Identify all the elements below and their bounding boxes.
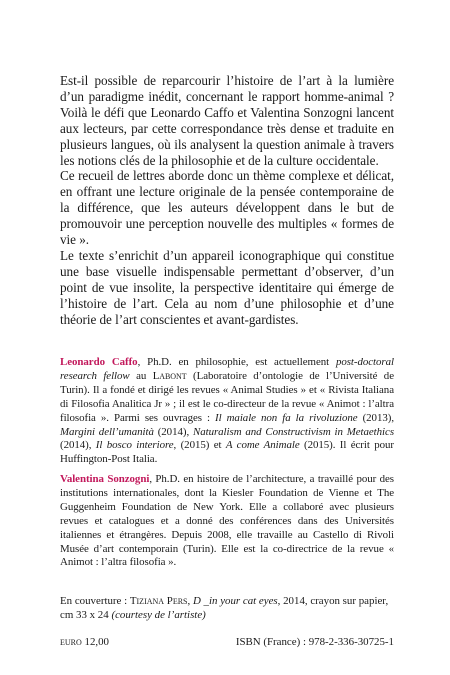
author-bio-paragraph <box>60 356 394 467</box>
author-bio-sonzogni <box>60 473 394 570</box>
bio-text: , Ph.D. en philosophie, est actuellement <box>137 356 336 368</box>
summary-paragraph-1: Est-il possible de reparcourir l’histoire de l’art à la lumière d’un paradigme inédit, concernant le rapport homme-animal ? Voilà le défi que Leonardo Caffo et Valentina Sonzogni lancent aux lecteurs, par cette correspondance très dense et traduite en plusieurs langues, où ils analysent la question animale à travers les notions clés de la philosophie et de la culture occidentale. <box>60 73 394 168</box>
bio-text: , (2015) et <box>173 439 226 452</box>
bio-text: au <box>129 369 153 382</box>
author-name: Leonardo Caffo <box>60 356 138 368</box>
author-name: Valentina Sonzogni <box>60 473 150 485</box>
credit-courtesy: (courtesy de l’artiste) <box>111 608 206 621</box>
isbn: ISBN (France) : 978-2-336-30725-1 <box>235 636 394 648</box>
bio-italic: post-doctoral research fellow <box>60 356 394 382</box>
credit-artwork-title: D _in your cat eyes <box>192 595 278 607</box>
summary-paragraph-2: Ce recueil de lettres aborde donc un thème complexe et délicat, en offrant une lecture originale de la pensée contemporaine de la différence, que les auteurs développent dans le but de promouvoir une perception nouvelle des multiples « formes de vie ». <box>60 168 394 248</box>
credit-artist: Tiziana Pers <box>129 595 188 607</box>
lab-acronym: Labont <box>152 369 187 382</box>
bio-text: (Laboratoire d’ontologie de l’Université de Turin). Il a fondé et dirigé les revues « Animal Studies » et « Rivista Italiana di Filosofia Analitica Jr » ; il est le co-directeur de la revue « Animot : l’altra filosofia ». Parmi ses ouvrages : <box>60 369 394 424</box>
summary-paragraph-3: Le texte s’enrichit d’un appareil iconographique qui constitue une base visuelle indispensable permettant d’observer, d’un point de vue insolite, la perspective identitaire qui émerge de l’histoire de l’art. Cela au nom d’une philosophie et d’une théorie de l’art conscientes et avant-gardistes. <box>60 247 394 327</box>
book-title: Margini dell’umanità <box>60 425 154 438</box>
credit-prefix: En couverture : <box>60 595 130 607</box>
bio-text: (2013), <box>357 411 394 424</box>
bio-text: , Ph.D. en histoire de l’architecture, a travaillé pour des institutions internationales, dont la Kiesler Foundation de Vienne et The Guggenheim Foundation de New York. Elle a collaboré avec plusieurs revues et catalogues et a donné des conférences dans des Universités italiennes et étrangères. Depuis 2008, elle travaille au Castello di Rivoli Musée d’art contemporain (Turin). Elle est la co-directrice de la revue « Animot : l’altra filosofia ». <box>60 473 394 569</box>
bio-text: (2014), <box>60 439 96 452</box>
book-title: A come Animale <box>225 439 300 452</box>
summary-text <box>60 73 394 328</box>
price: euro 12,00 <box>60 636 110 648</box>
credit-separator: , <box>187 595 193 607</box>
book-title: Naturalism and Constructivism in Metaethics <box>192 425 395 438</box>
book-title: Il maiale non fa la rivoluzione <box>215 411 358 424</box>
credit-details: , 2014, crayon sur papier, cm 33 x 24 <box>60 595 389 621</box>
author-bio-caffo <box>60 356 394 467</box>
book-title: Il bosco interiore <box>95 439 174 452</box>
bio-text: (2015). Il écrit pour Huffington-Post Italia. <box>60 439 394 466</box>
bio-text: (2014), <box>153 425 193 438</box>
cover-credit <box>60 595 394 623</box>
author-bio-paragraph <box>60 473 394 570</box>
